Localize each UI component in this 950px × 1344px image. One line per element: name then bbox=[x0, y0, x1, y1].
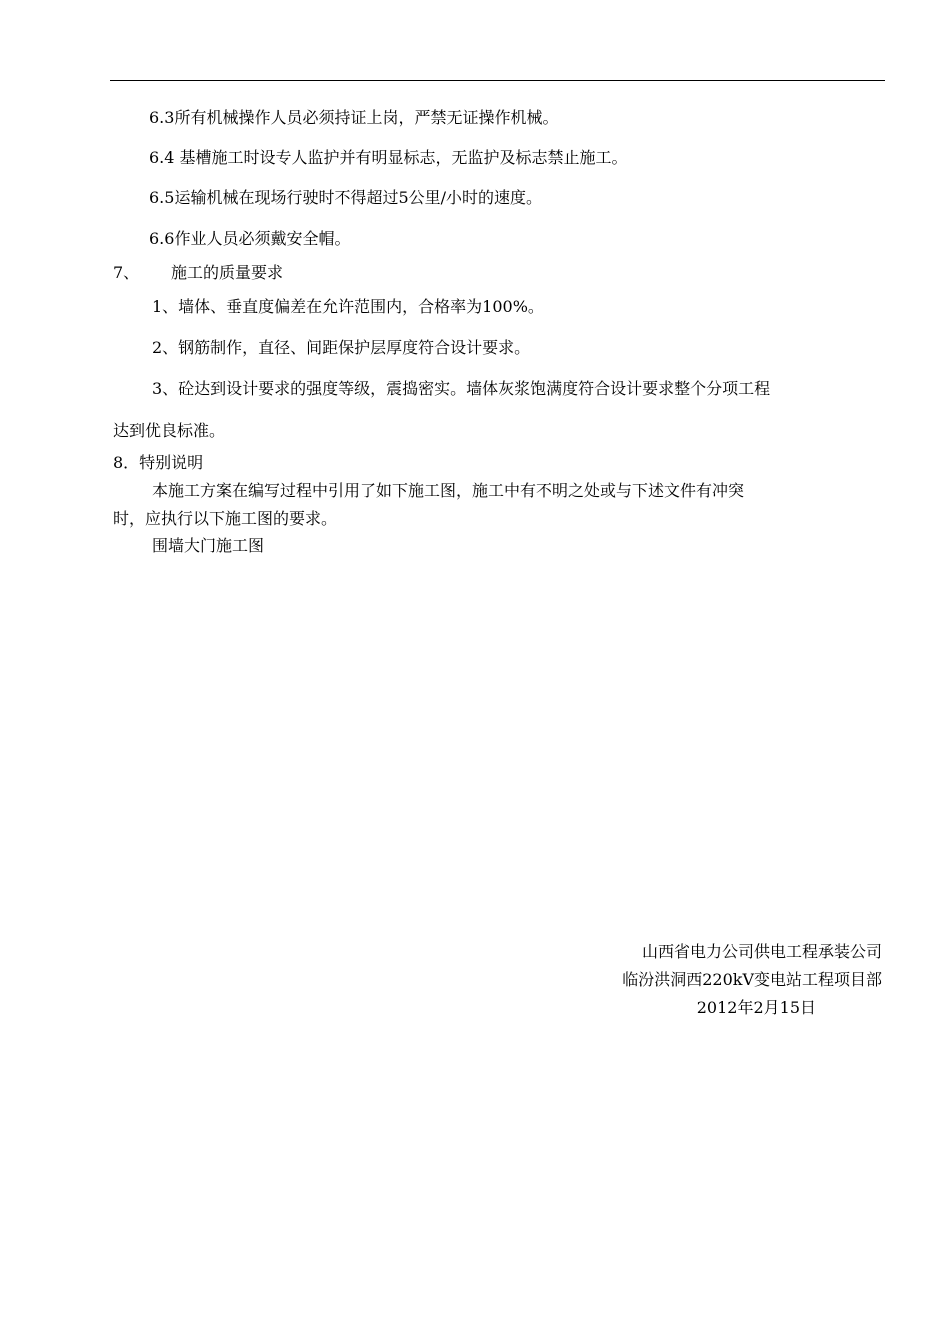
section-7-number: 7、 bbox=[113, 263, 140, 282]
section-8-paragraph-line-1: 本施工方案在编写过程中引用了如下施工图，施工中有不明之处或与下述文件有冲突 bbox=[152, 481, 745, 500]
section-8-heading: 8．特别说明 bbox=[113, 453, 204, 472]
section-8-paragraph-line-2: 时，应执行以下施工图的要求。 bbox=[113, 509, 338, 528]
signature-block bbox=[622, 938, 882, 1022]
referenced-drawing: 围墙大门施工图 bbox=[152, 536, 265, 555]
quality-item-3: 3、砼达到设计要求的强度等级，震捣密实。墙体灰浆饱满度符合设计要求整个分项工程 bbox=[152, 379, 771, 398]
safety-item-6-6: 6.6作业人员必须戴安全帽。 bbox=[149, 229, 351, 248]
signature-date: 2012年2月15日 bbox=[696, 998, 816, 1017]
quality-item-2: 2、钢筋制作，直径、间距保护层厚度符合设计要求。 bbox=[152, 338, 531, 357]
section-7-heading bbox=[113, 262, 283, 284]
safety-item-6-3: 6.3所有机械操作人员必须持证上岗，严禁无证操作机械。 bbox=[149, 108, 559, 127]
safety-item-6-5: 6.5运输机械在现场行驶时不得超过5公里/小时的速度。 bbox=[149, 188, 543, 207]
signature-project-dept: 临汾洪洞西220kV变电站工程项目部 bbox=[622, 970, 882, 989]
quality-item-1: 1、墙体、垂直度偏差在允许范围内，合格率为100%。 bbox=[152, 297, 544, 316]
signature-company: 山西省电力公司供电工程承装公司 bbox=[641, 942, 882, 961]
header-rule bbox=[110, 80, 885, 81]
safety-item-6-4: 6.4 基槽施工时设专人监护并有明显标志，无监护及标志禁止施工。 bbox=[149, 148, 628, 167]
quality-item-3-continued: 达到优良标准。 bbox=[113, 421, 226, 440]
section-7-title: 施工的质量要求 bbox=[171, 263, 284, 282]
